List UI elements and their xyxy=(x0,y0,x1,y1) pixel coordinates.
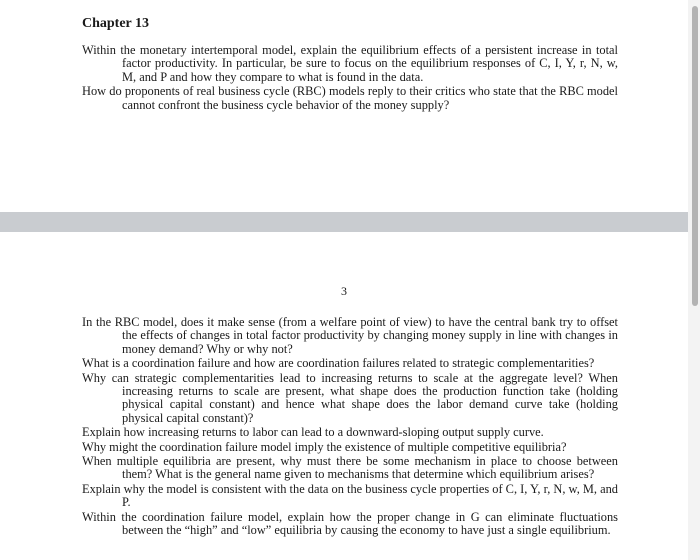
question-item: Within the coordination failure model, explain how the proper change in G can eliminate fluctuations between the “high” and “low” equilibria by causing the economy to have just a single equilibrium. xyxy=(82,509,618,538)
question-list-top xyxy=(82,44,618,113)
scrollbar-thumb[interactable] xyxy=(692,6,698,306)
chapter-title: Chapter 13 xyxy=(82,16,150,31)
question-item: Within the monetary intertemporal model, explain the equilibrium effects of a persistent increase in total factor productivity. In particular, be sure to focus on the equilibrium responses of C, I, Y, r, N, w, M, and P and how they compare to what is found in the data. xyxy=(82,43,618,84)
question-item: Explain how increasing returns to labor can lead to a downward-sloping output supply curve. xyxy=(82,425,544,440)
question-item: How do proponents of real business cycle (RBC) models reply to their critics who state that the RBC model cannot confront the business cycle behavior of the money supply? xyxy=(82,84,618,112)
document-page-top xyxy=(0,0,688,212)
question-item: Why can strategic complementarities lead to increasing returns to scale at the aggregate level? When increasing returns to scale are present, what shape does the production function take (holding physical capital constant) and hence what shape does the labor demand curve take (holding physical capital constant)? xyxy=(82,370,618,425)
question-item: What is a coordination failure and how are coordination failures related to strategic complementarities? xyxy=(82,356,595,371)
page-separator xyxy=(0,212,688,232)
question-item: When multiple equilibria are present, why must there be some mechanism in place to choose between them? What is the general name given to mechanisms that determine which equilibrium arises? xyxy=(82,454,618,482)
question-list-bottom xyxy=(82,316,618,539)
document-page-bottom xyxy=(0,232,688,560)
question-item: Explain why the model is consistent with the data on the business cycle properties of C, I, Y, r, N, w, M, and P. xyxy=(82,481,618,510)
question-item: Why might the coordination failure model imply the existence of multiple competitive equilibria? xyxy=(82,439,567,454)
page-number: 3 xyxy=(341,284,347,298)
question-item: In the RBC model, does it make sense (from a welfare point of view) to have the central bank try to offset the effects of changes in total factor productivity by changing money supply in line with changes in money demand? Why or why not? xyxy=(82,315,618,356)
vertical-scrollbar[interactable] xyxy=(688,0,700,560)
